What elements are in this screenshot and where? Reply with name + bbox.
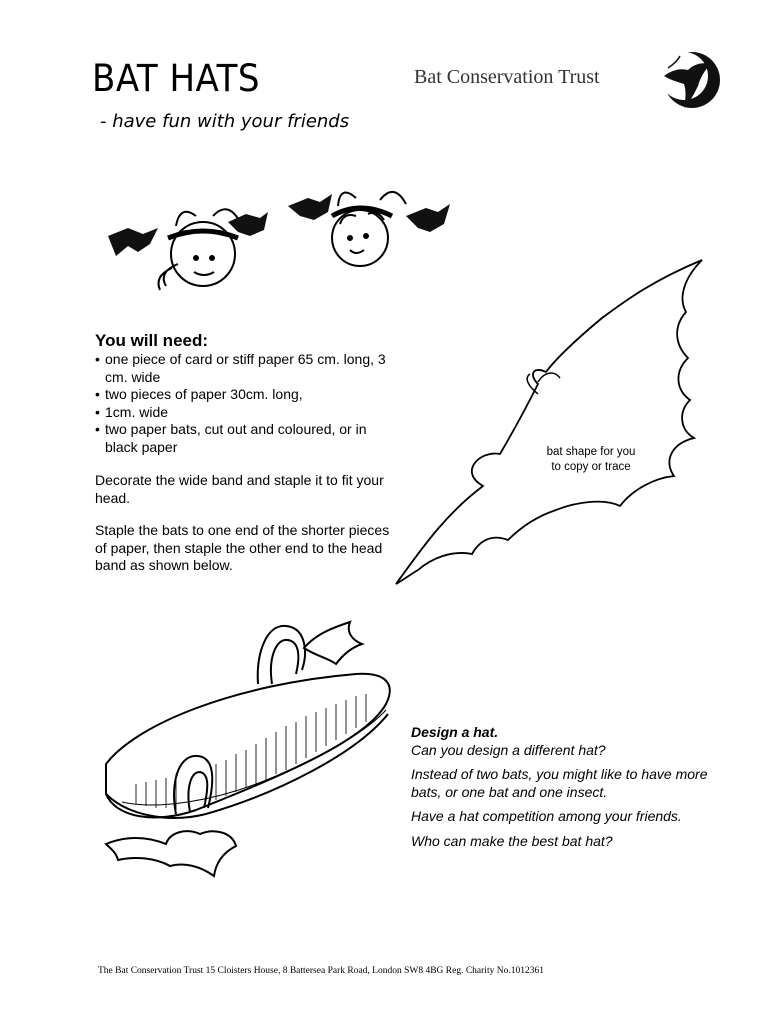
bat-template-label-line2: to copy or trace	[551, 461, 631, 473]
organization-name: Bat Conservation Trust	[414, 66, 600, 88]
design-line: Instead of two bats, you might like to have more bats, or one bat and one insect.	[411, 766, 708, 800]
staple-instruction: Staple the bats to one end of the shorter pieces of paper, then staple the other end to the head band as shown below.	[95, 522, 390, 573]
list-item: • two pieces of paper 30cm. long,	[95, 386, 395, 404]
list-item: • 1cm. wide	[95, 404, 395, 422]
head-band-illustration	[96, 614, 416, 884]
list-item: • two paper bats, cut out and coloured, or in black paper	[95, 421, 395, 456]
page-subtitle: - have fun with your friends	[100, 111, 350, 132]
design-line: Can you design a different hat?	[411, 741, 606, 758]
bat-template-label	[535, 445, 647, 475]
bat-template-label-line1: bat shape for you	[546, 446, 636, 458]
needs-list	[95, 351, 395, 456]
bat-logo-icon	[654, 46, 722, 114]
design-line: Who can make the best bat hat?	[411, 832, 613, 849]
design-heading: Design a hat.	[411, 724, 499, 740]
footer-address: The Bat Conservation Trust 15 Cloisters House, 8 Battersea Park Road, London SW8 4BG Reg. Charity No.1012361	[98, 966, 544, 976]
bat-template-outline	[388, 254, 713, 589]
list-item: • one piece of card or stiff paper 65 cm. long, 3 cm. wide	[95, 351, 395, 386]
needs-heading: You will need:	[95, 331, 209, 350]
page-title: BAT HATS	[92, 57, 260, 100]
decorate-instruction: Decorate the wide band and staple it to fit your head.	[95, 472, 384, 506]
design-section	[411, 724, 731, 857]
design-line: Have a hat competition among your friends.	[411, 808, 682, 824]
